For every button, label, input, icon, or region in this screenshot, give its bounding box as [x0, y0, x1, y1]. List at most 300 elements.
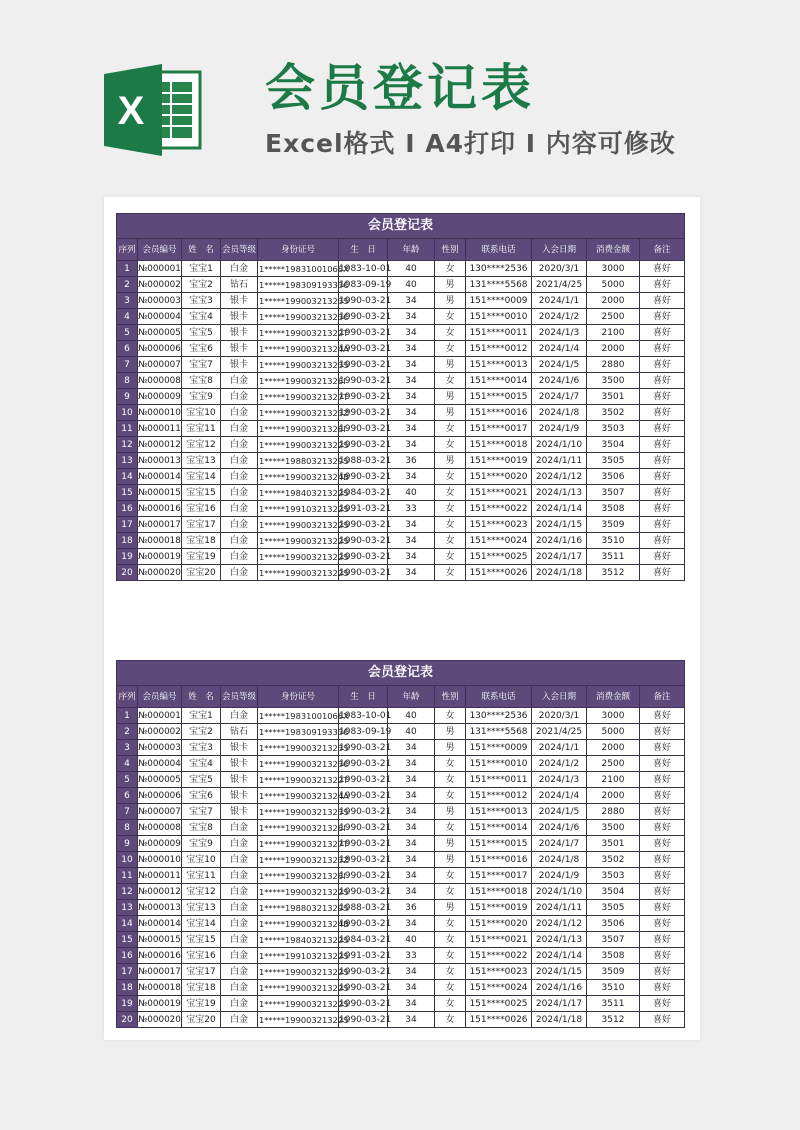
table-cell[interactable]: 3 [117, 293, 138, 309]
table-cell[interactable]: 34 [388, 756, 435, 772]
table-cell[interactable]: №000005 [138, 325, 182, 341]
table-cell[interactable]: 宝宝6 [182, 788, 221, 804]
table-cell[interactable]: 宝宝18 [182, 980, 221, 996]
table-cell[interactable]: 34 [388, 293, 435, 309]
table-cell[interactable]: 宝宝3 [182, 740, 221, 756]
table-cell[interactable]: 1990-03-21 [339, 964, 388, 980]
table-cell[interactable]: 喜好 [640, 868, 685, 884]
table-cell[interactable]: 喜好 [640, 724, 685, 740]
table-cell[interactable]: 33 [388, 501, 435, 517]
table-cell[interactable]: 3505 [587, 900, 640, 916]
table-cell[interactable]: 8 [117, 820, 138, 836]
table-cell[interactable]: 16 [117, 501, 138, 517]
table-cell[interactable]: 宝宝3 [182, 293, 221, 309]
table-cell[interactable]: 女 [435, 469, 466, 485]
table-cell[interactable]: 1990-03-21 [339, 517, 388, 533]
table-cell[interactable]: 2024/1/11 [532, 453, 587, 469]
table-cell[interactable]: 151****0017 [466, 868, 532, 884]
table-cell[interactable]: 2024/1/3 [532, 772, 587, 788]
table-cell[interactable]: 18 [117, 980, 138, 996]
table-cell[interactable]: 宝宝17 [182, 517, 221, 533]
table-cell[interactable]: 宝宝10 [182, 852, 221, 868]
table-cell[interactable]: 34 [388, 772, 435, 788]
table-cell[interactable]: №000001 [138, 261, 182, 277]
table-cell[interactable]: 1990-03-21 [339, 772, 388, 788]
table-cell[interactable]: 2024/1/16 [532, 980, 587, 996]
table-cell[interactable]: №000019 [138, 549, 182, 565]
table-cell[interactable]: 2021/4/25 [532, 724, 587, 740]
table-cell[interactable]: 2100 [587, 325, 640, 341]
table-cell[interactable]: 女 [435, 868, 466, 884]
table-cell[interactable]: 1*****19900321322S [258, 517, 339, 533]
table-cell[interactable]: 151****0011 [466, 772, 532, 788]
table-cell[interactable]: 女 [435, 309, 466, 325]
table-cell[interactable]: 宝宝9 [182, 836, 221, 852]
table-cell[interactable]: 151****0012 [466, 788, 532, 804]
table-cell[interactable]: 34 [388, 836, 435, 852]
table-cell[interactable]: 女 [435, 373, 466, 389]
table-cell[interactable]: №000016 [138, 948, 182, 964]
table-cell[interactable]: 白金 [221, 708, 258, 724]
table-cell[interactable]: 151****0012 [466, 341, 532, 357]
table-cell[interactable]: 宝宝4 [182, 756, 221, 772]
table-cell[interactable]: 银卡 [221, 309, 258, 325]
table-cell[interactable]: 2024/1/6 [532, 373, 587, 389]
table-cell[interactable]: 1*****19900321324B [258, 916, 339, 932]
table-cell[interactable]: 1*****19840321322S [258, 485, 339, 501]
table-cell[interactable]: 喜好 [640, 517, 685, 533]
table-cell[interactable]: 宝宝6 [182, 341, 221, 357]
table-cell[interactable]: 1990-03-21 [339, 565, 388, 581]
table-cell[interactable]: 18 [117, 533, 138, 549]
table-cell[interactable]: 151****0025 [466, 996, 532, 1012]
table-cell[interactable]: 2020/3/1 [532, 261, 587, 277]
table-cell[interactable]: №000008 [138, 820, 182, 836]
table-cell[interactable]: 1*****19900321322S [258, 1012, 339, 1028]
table-cell[interactable]: 喜好 [640, 357, 685, 373]
table-cell[interactable]: №000015 [138, 932, 182, 948]
table-cell[interactable]: 喜好 [640, 948, 685, 964]
table-cell[interactable]: 2024/1/17 [532, 996, 587, 1012]
table-cell[interactable]: 白金 [221, 373, 258, 389]
table-cell[interactable]: 3507 [587, 932, 640, 948]
table-cell[interactable]: 20 [117, 565, 138, 581]
table-cell[interactable]: 喜好 [640, 964, 685, 980]
table-cell[interactable]: 1991-03-21 [339, 501, 388, 517]
table-cell[interactable]: 4 [117, 309, 138, 325]
table-cell[interactable]: 1*****19880321329S [258, 453, 339, 469]
table-cell[interactable]: 1*****19831001066X [258, 708, 339, 724]
table-cell[interactable]: 男 [435, 453, 466, 469]
table-cell[interactable]: 3 [117, 740, 138, 756]
table-cell[interactable]: 34 [388, 1012, 435, 1028]
table-cell[interactable]: №000009 [138, 389, 182, 405]
table-cell[interactable]: 3510 [587, 980, 640, 996]
table-cell[interactable]: 男 [435, 836, 466, 852]
table-cell[interactable]: №000010 [138, 405, 182, 421]
table-cell[interactable]: 2024/1/2 [532, 756, 587, 772]
table-cell[interactable]: 34 [388, 804, 435, 820]
table-cell[interactable]: 女 [435, 788, 466, 804]
table-cell[interactable]: 喜好 [640, 996, 685, 1012]
table-cell[interactable]: 151****0026 [466, 565, 532, 581]
table-cell[interactable]: №000009 [138, 836, 182, 852]
table-cell[interactable]: 2024/1/4 [532, 788, 587, 804]
table-cell[interactable]: 白金 [221, 868, 258, 884]
table-cell[interactable]: 1*****19900321323Z [258, 405, 339, 421]
table-cell[interactable]: 钻石 [221, 724, 258, 740]
table-cell[interactable]: 喜好 [640, 740, 685, 756]
table-cell[interactable]: 1983-09-19 [339, 277, 388, 293]
table-cell[interactable]: 1990-03-21 [339, 1012, 388, 1028]
table-cell[interactable]: 女 [435, 932, 466, 948]
table-cell[interactable]: 2 [117, 277, 138, 293]
table-cell[interactable]: 白金 [221, 389, 258, 405]
table-cell[interactable]: 12 [117, 884, 138, 900]
table-cell[interactable]: 宝宝2 [182, 277, 221, 293]
table-cell[interactable]: 1*****19830919333€ [258, 724, 339, 740]
table-cell[interactable]: 喜好 [640, 772, 685, 788]
table-cell[interactable]: №000004 [138, 309, 182, 325]
table-cell[interactable]: 151****0019 [466, 453, 532, 469]
table-cell[interactable]: 宝宝8 [182, 373, 221, 389]
table-cell[interactable]: 151****0016 [466, 852, 532, 868]
table-cell[interactable]: 1*****19900321322T [258, 325, 339, 341]
table-cell[interactable]: 喜好 [640, 836, 685, 852]
table-cell[interactable]: 喜好 [640, 325, 685, 341]
table-cell[interactable]: 喜好 [640, 453, 685, 469]
table-cell[interactable]: 女 [435, 341, 466, 357]
table-cell[interactable]: 1990-03-21 [339, 820, 388, 836]
table-cell[interactable]: 2024/1/12 [532, 916, 587, 932]
table-cell[interactable]: 151****0015 [466, 836, 532, 852]
table-cell[interactable]: 151****0009 [466, 293, 532, 309]
table-cell[interactable]: №000004 [138, 756, 182, 772]
table-cell[interactable]: 女 [435, 980, 466, 996]
table-cell[interactable]: №000003 [138, 740, 182, 756]
table-cell[interactable]: №000015 [138, 485, 182, 501]
table-cell[interactable]: 喜好 [640, 549, 685, 565]
table-cell[interactable]: 2024/1/10 [532, 884, 587, 900]
table-cell[interactable]: 1*****19900321322S [258, 884, 339, 900]
table-cell[interactable]: 1984-03-21 [339, 932, 388, 948]
table-cell[interactable]: №000013 [138, 453, 182, 469]
table-cell[interactable]: 2024/1/1 [532, 740, 587, 756]
table-cell[interactable]: 喜好 [640, 261, 685, 277]
table-cell[interactable]: №000018 [138, 533, 182, 549]
table-cell[interactable]: 宝宝8 [182, 820, 221, 836]
table-cell[interactable]: 20 [117, 1012, 138, 1028]
table-cell[interactable]: 1*****19900321322S [258, 980, 339, 996]
table-cell[interactable]: 男 [435, 405, 466, 421]
table-cell[interactable]: 151****0014 [466, 820, 532, 836]
table-cell[interactable]: 151****0024 [466, 980, 532, 996]
table-cell[interactable]: 宝宝18 [182, 533, 221, 549]
table-cell[interactable]: 1*****19900321327T [258, 389, 339, 405]
table-cell[interactable]: 2024/1/10 [532, 437, 587, 453]
table-cell[interactable]: 喜好 [640, 501, 685, 517]
table-cell[interactable]: 2024/1/15 [532, 964, 587, 980]
table-cell[interactable]: 银卡 [221, 341, 258, 357]
table-cell[interactable]: 宝宝17 [182, 964, 221, 980]
table-cell[interactable]: 151****0025 [466, 549, 532, 565]
table-cell[interactable]: №000014 [138, 916, 182, 932]
table-cell[interactable]: 3505 [587, 453, 640, 469]
table-cell[interactable]: 银卡 [221, 788, 258, 804]
table-cell[interactable]: 白金 [221, 948, 258, 964]
table-cell[interactable]: 34 [388, 565, 435, 581]
table-cell[interactable]: 男 [435, 277, 466, 293]
table-cell[interactable]: 13 [117, 900, 138, 916]
table-cell[interactable]: 3504 [587, 884, 640, 900]
table-cell[interactable]: 130****2536 [466, 261, 532, 277]
table-cell[interactable]: 151****0022 [466, 501, 532, 517]
table-cell[interactable]: 女 [435, 884, 466, 900]
table-cell[interactable]: 1990-03-21 [339, 804, 388, 820]
table-cell[interactable]: 151****0010 [466, 756, 532, 772]
table-cell[interactable]: 13 [117, 453, 138, 469]
table-cell[interactable]: 1*****19900321323Z [258, 852, 339, 868]
table-cell[interactable]: №000017 [138, 517, 182, 533]
table-cell[interactable]: 34 [388, 884, 435, 900]
table-cell[interactable]: 3500 [587, 373, 640, 389]
table-cell[interactable]: 喜好 [640, 900, 685, 916]
table-cell[interactable]: 151****0021 [466, 932, 532, 948]
table-cell[interactable]: 2024/1/5 [532, 804, 587, 820]
table-cell[interactable]: №000007 [138, 357, 182, 373]
table-cell[interactable]: 1990-03-21 [339, 357, 388, 373]
table-cell[interactable]: 1990-03-21 [339, 836, 388, 852]
table-cell[interactable]: 宝宝19 [182, 996, 221, 1012]
table-cell[interactable]: 3502 [587, 852, 640, 868]
table-cell[interactable]: 白金 [221, 469, 258, 485]
table-cell[interactable]: 3507 [587, 485, 640, 501]
table-cell[interactable]: 151****0023 [466, 517, 532, 533]
table-cell[interactable]: 7 [117, 357, 138, 373]
table-cell[interactable]: 3511 [587, 549, 640, 565]
table-cell[interactable]: №000019 [138, 996, 182, 1012]
table-cell[interactable]: 1*****19900321328I [258, 421, 339, 437]
table-cell[interactable]: 宝宝14 [182, 916, 221, 932]
table-cell[interactable]: 2024/1/7 [532, 836, 587, 852]
table-cell[interactable]: 宝宝13 [182, 900, 221, 916]
table-cell[interactable]: 151****0013 [466, 357, 532, 373]
table-cell[interactable]: 宝宝11 [182, 421, 221, 437]
table-cell[interactable]: 女 [435, 485, 466, 501]
table-cell[interactable]: 2024/1/12 [532, 469, 587, 485]
table-cell[interactable]: 151****0019 [466, 900, 532, 916]
table-cell[interactable]: 1*****19900321322T [258, 772, 339, 788]
table-cell[interactable]: 151****0026 [466, 1012, 532, 1028]
table-cell[interactable]: 1990-03-21 [339, 996, 388, 1012]
table-cell[interactable]: №000005 [138, 772, 182, 788]
table-cell[interactable]: 银卡 [221, 804, 258, 820]
table-cell[interactable]: 男 [435, 389, 466, 405]
table-cell[interactable]: 34 [388, 309, 435, 325]
table-cell[interactable]: 喜好 [640, 485, 685, 501]
table-cell[interactable]: 40 [388, 261, 435, 277]
table-cell[interactable]: 1990-03-21 [339, 469, 388, 485]
table-cell[interactable]: 34 [388, 964, 435, 980]
table-cell[interactable]: №000006 [138, 341, 182, 357]
table-cell[interactable]: 女 [435, 325, 466, 341]
table-cell[interactable]: 7 [117, 804, 138, 820]
table-cell[interactable]: 34 [388, 325, 435, 341]
table-cell[interactable]: 喜好 [640, 389, 685, 405]
table-cell[interactable]: 11 [117, 868, 138, 884]
table-cell[interactable]: 喜好 [640, 309, 685, 325]
table-cell[interactable]: 宝宝12 [182, 884, 221, 900]
table-cell[interactable]: 1990-03-21 [339, 341, 388, 357]
table-cell[interactable]: 34 [388, 549, 435, 565]
table-cell[interactable]: 宝宝9 [182, 389, 221, 405]
table-cell[interactable]: №000010 [138, 852, 182, 868]
table-cell[interactable]: 4 [117, 756, 138, 772]
table-cell[interactable]: 151****0010 [466, 309, 532, 325]
table-cell[interactable]: 女 [435, 708, 466, 724]
table-cell[interactable]: 白金 [221, 820, 258, 836]
table-cell[interactable]: 宝宝12 [182, 437, 221, 453]
table-cell[interactable]: №000011 [138, 421, 182, 437]
table-cell[interactable]: 34 [388, 421, 435, 437]
table-cell[interactable]: 2024/1/5 [532, 357, 587, 373]
table-cell[interactable]: 34 [388, 740, 435, 756]
table-cell[interactable]: 151****0017 [466, 421, 532, 437]
table-cell[interactable]: 34 [388, 405, 435, 421]
table-cell[interactable]: 男 [435, 724, 466, 740]
table-cell[interactable]: 白金 [221, 884, 258, 900]
table-cell[interactable]: 白金 [221, 421, 258, 437]
table-cell[interactable]: 2024/1/8 [532, 405, 587, 421]
table-cell[interactable]: 2024/1/9 [532, 868, 587, 884]
table-cell[interactable]: 银卡 [221, 357, 258, 373]
table-cell[interactable]: 15 [117, 485, 138, 501]
table-cell[interactable]: 2024/1/6 [532, 820, 587, 836]
table-cell[interactable]: 2000 [587, 341, 640, 357]
table-cell[interactable]: 喜好 [640, 884, 685, 900]
table-cell[interactable]: 2000 [587, 788, 640, 804]
table-cell[interactable]: 喜好 [640, 421, 685, 437]
table-cell[interactable]: 9 [117, 836, 138, 852]
table-cell[interactable]: 1*****19900321323S [258, 740, 339, 756]
table-cell[interactable]: 女 [435, 261, 466, 277]
table-cell[interactable]: 3506 [587, 469, 640, 485]
table-cell[interactable]: 19 [117, 549, 138, 565]
table-cell[interactable]: 女 [435, 517, 466, 533]
table-cell[interactable]: 宝宝15 [182, 932, 221, 948]
table-cell[interactable]: 男 [435, 357, 466, 373]
table-cell[interactable]: 11 [117, 421, 138, 437]
table-cell[interactable]: 151****0009 [466, 740, 532, 756]
table-cell[interactable]: 5000 [587, 277, 640, 293]
table-cell[interactable]: 6 [117, 788, 138, 804]
table-cell[interactable]: 1990-03-21 [339, 788, 388, 804]
table-cell[interactable]: 36 [388, 900, 435, 916]
table-cell[interactable]: 1990-03-21 [339, 325, 388, 341]
table-cell[interactable]: 34 [388, 868, 435, 884]
table-cell[interactable]: 3508 [587, 501, 640, 517]
table-cell[interactable]: 3508 [587, 948, 640, 964]
table-cell[interactable]: 银卡 [221, 293, 258, 309]
table-cell[interactable]: 1990-03-21 [339, 437, 388, 453]
table-cell[interactable]: 白金 [221, 565, 258, 581]
table-cell[interactable]: 34 [388, 437, 435, 453]
table-cell[interactable]: 白金 [221, 533, 258, 549]
table-cell[interactable]: 宝宝7 [182, 804, 221, 820]
table-cell[interactable]: 1*****19900321323S [258, 804, 339, 820]
table-cell[interactable]: 5 [117, 772, 138, 788]
table-cell[interactable]: 女 [435, 996, 466, 1012]
table-cell[interactable]: 宝宝16 [182, 948, 221, 964]
table-cell[interactable]: 1990-03-21 [339, 533, 388, 549]
table-cell[interactable]: 宝宝1 [182, 261, 221, 277]
table-cell[interactable]: 3509 [587, 517, 640, 533]
table-cell[interactable]: 2024/1/18 [532, 565, 587, 581]
table-cell[interactable]: 白金 [221, 453, 258, 469]
table-cell[interactable]: 2024/1/7 [532, 389, 587, 405]
table-cell[interactable]: 女 [435, 437, 466, 453]
table-cell[interactable]: 1983-09-19 [339, 724, 388, 740]
table-cell[interactable]: 3512 [587, 565, 640, 581]
table-cell[interactable]: 1*****19900321323S [258, 357, 339, 373]
table-cell[interactable]: №000007 [138, 804, 182, 820]
table-cell[interactable]: 1*****19900321327T [258, 836, 339, 852]
table-cell[interactable]: 40 [388, 485, 435, 501]
table-cell[interactable]: 3506 [587, 916, 640, 932]
table-cell[interactable]: 喜好 [640, 980, 685, 996]
table-cell[interactable]: №000002 [138, 277, 182, 293]
table-cell[interactable]: 151****0024 [466, 533, 532, 549]
table-cell[interactable]: 女 [435, 533, 466, 549]
table-cell[interactable]: 2000 [587, 293, 640, 309]
table-cell[interactable]: 白金 [221, 1012, 258, 1028]
table-cell[interactable]: 2100 [587, 772, 640, 788]
table-cell[interactable]: 151****0011 [466, 325, 532, 341]
table-cell[interactable]: 喜好 [640, 293, 685, 309]
table-cell[interactable]: 1990-03-21 [339, 421, 388, 437]
table-cell[interactable]: 喜好 [640, 708, 685, 724]
table-cell[interactable]: 1*****19880321329S [258, 900, 339, 916]
table-cell[interactable]: 喜好 [640, 437, 685, 453]
table-cell[interactable]: 34 [388, 357, 435, 373]
table-cell[interactable]: 女 [435, 820, 466, 836]
table-cell[interactable]: 40 [388, 724, 435, 740]
table-cell[interactable]: 喜好 [640, 756, 685, 772]
table-cell[interactable]: 喜好 [640, 565, 685, 581]
table-cell[interactable]: 151****0018 [466, 437, 532, 453]
table-cell[interactable]: 10 [117, 405, 138, 421]
table-cell[interactable]: 1990-03-21 [339, 980, 388, 996]
table-cell[interactable]: 2024/1/15 [532, 517, 587, 533]
table-cell[interactable]: 喜好 [640, 788, 685, 804]
table-cell[interactable]: 男 [435, 804, 466, 820]
table-cell[interactable]: 1983-10-01 [339, 708, 388, 724]
table-cell[interactable]: 喜好 [640, 341, 685, 357]
table-cell[interactable]: 1*****19900321324A [258, 341, 339, 357]
table-cell[interactable]: 34 [388, 788, 435, 804]
table-cell[interactable]: 3503 [587, 421, 640, 437]
table-cell[interactable]: 喜好 [640, 820, 685, 836]
table-cell[interactable]: 2024/1/11 [532, 900, 587, 916]
table-cell[interactable]: 喜好 [640, 405, 685, 421]
table-cell[interactable]: 151****0014 [466, 373, 532, 389]
table-cell[interactable]: 33 [388, 948, 435, 964]
table-cell[interactable]: 1*****19900321326I [258, 373, 339, 389]
table-cell[interactable]: №000017 [138, 964, 182, 980]
table-cell[interactable]: 女 [435, 772, 466, 788]
table-cell[interactable]: 2 [117, 724, 138, 740]
table-cell[interactable]: 2024/1/17 [532, 549, 587, 565]
